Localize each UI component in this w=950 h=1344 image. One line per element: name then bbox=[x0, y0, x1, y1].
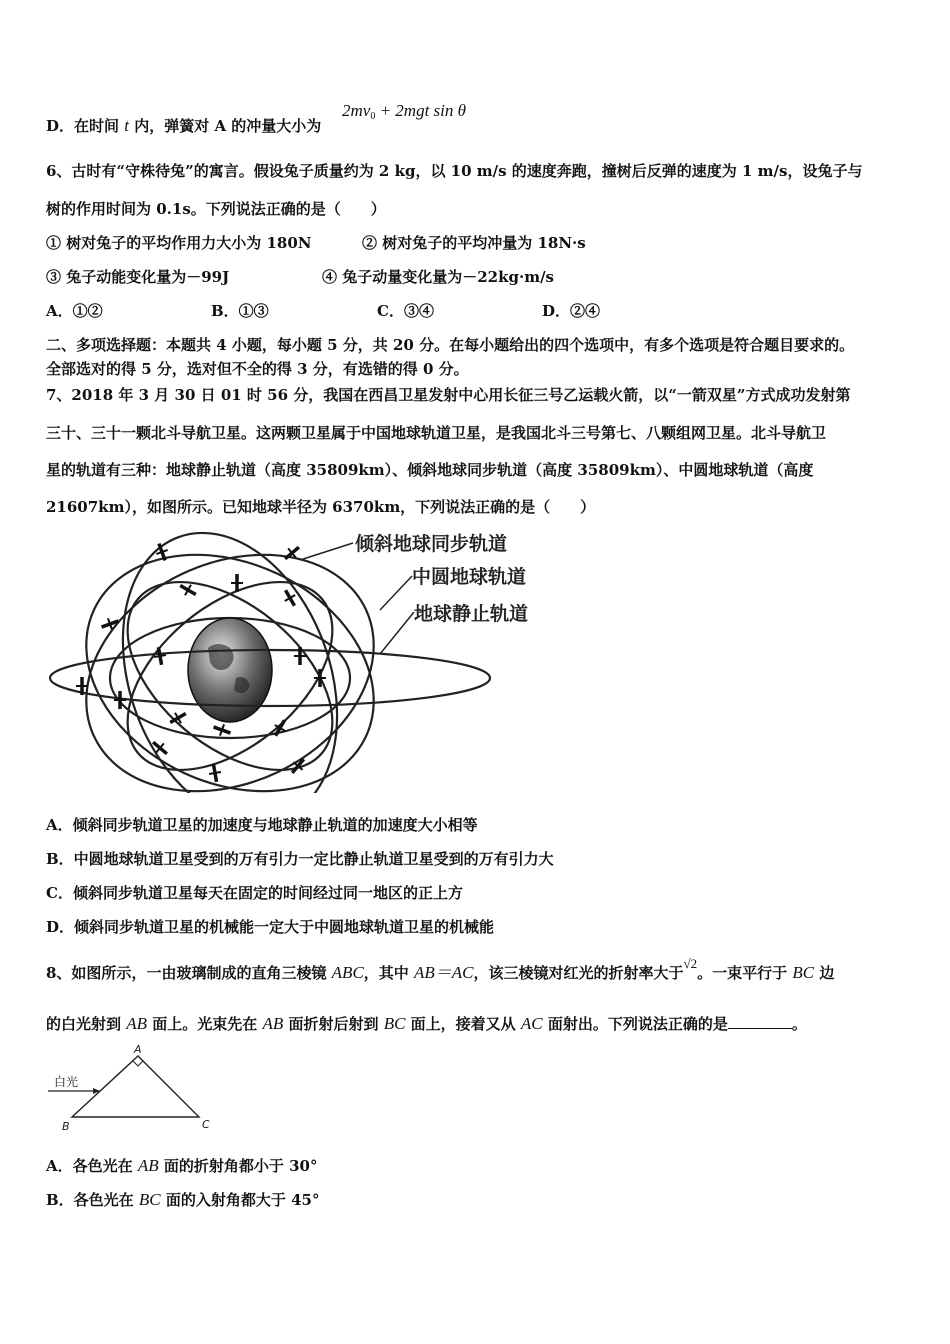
right-angle-marker bbox=[133, 1061, 143, 1066]
vertex-b: B bbox=[62, 1120, 70, 1133]
vertex-c: C bbox=[202, 1118, 210, 1131]
q7-stem-line4: 21607km），如图所示。已知地球半径为 6370km，下列说法正确的是（ ） bbox=[46, 498, 596, 516]
section2-header-line1: 二、多项选择题：本题共 4 小题，每小题 5 分，共 20 分。在每小题给出的四个选项中，有多个选项是符合题目要求的。 bbox=[46, 336, 855, 354]
label-white-light: 白光 bbox=[54, 1075, 79, 1089]
q5-option-d-label: D．在时间 bbox=[46, 117, 120, 135]
q7-option-a: A．倾斜同步轨道卫星的加速度与地球静止轨道的加速度大小相等 bbox=[46, 816, 478, 834]
q5-formula: $2mv_0 + 2mgt$ sin θ bbox=[342, 101, 466, 122]
q6-statement-3: ③ 兔子动能变化量为－99J bbox=[46, 268, 230, 286]
q6-option-d: D．②④ bbox=[542, 302, 601, 320]
answer-blank bbox=[728, 1014, 792, 1029]
q7-stem-line2: 三十、三十一颗北斗导航卫星。这两颗卫星属于中国地球轨道卫星，是我国北斗三号第七、八颗组网卫星。北斗导航卫 bbox=[46, 424, 827, 442]
q8-stem-line1: 8、如图所示，一由玻璃制成的直角三棱镜 ABC，其中 AB＝AC，该三棱镜对红光的折射率大于√2。一束平行于 BC 边 bbox=[46, 956, 835, 982]
q6-option-b: B．①③ bbox=[211, 302, 269, 320]
label-inclined-geo-orbit: 倾斜地球同步轨道 bbox=[355, 533, 508, 555]
ray-arrowhead bbox=[93, 1088, 100, 1094]
q7-option-d: D．倾斜同步轨道卫星的机械能一定大于中圆地球轨道卫星的机械能 bbox=[46, 918, 495, 936]
q6-statement-1: ① 树对兔子的平均作用力大小为 180N bbox=[46, 234, 312, 252]
label-geostationary-orbit: 地球静止轨道 bbox=[414, 603, 529, 625]
q6-stem-line1: 6、古时有“守株待兔”的寓言。假设兔子质量约为 2 kg，以 10 m/s 的速度奔跑，撞树后反弹的速度为 1 m/s，设兔子与 bbox=[46, 162, 863, 180]
q8-sqrt2: √2 bbox=[683, 956, 698, 971]
q6-option-c: C．③④ bbox=[377, 302, 434, 320]
label-meo-orbit: 中圆地球轨道 bbox=[412, 566, 527, 588]
q5-option-d bbox=[46, 116, 321, 136]
q5-option-d-text: 内，弹簧对 A 的冲量大小为 bbox=[134, 117, 322, 135]
orbit-diagram bbox=[40, 528, 560, 793]
q8-stem-line2: 的白光射到 AB 面上。光束先在 AB 面折射后射到 BC 面上，接着又从 AC 面射出。下列说法正确的是 。 bbox=[46, 1014, 807, 1033]
q8-option-b: B．各色光在 BC 面的入射角都大于 45° bbox=[46, 1190, 320, 1209]
q8-abc: ABC bbox=[331, 963, 364, 982]
q6-option-a: A．①② bbox=[46, 302, 103, 320]
q8-bc: BC bbox=[792, 963, 815, 982]
q7-stem-line3: 星的轨道有三种：地球静止轨道（高度 35809km）、倾斜地球同步轨道（高度 35809km）、中圆地球轨道（高度 bbox=[46, 461, 814, 479]
q5-var-t: t bbox=[124, 116, 129, 135]
q8-ab-eq-ac: AB＝AC bbox=[414, 963, 474, 982]
q7-option-b: B．中圆地球轨道卫星受到的万有引力一定比静止轨道卫星受到的万有引力大 bbox=[46, 850, 554, 868]
q6-statement-2: ② 树对兔子的平均冲量为 18N·s bbox=[362, 234, 586, 252]
section2-header-line2: 全部选对的得 5 分，选对但不全的得 3 分，有选错的得 0 分。 bbox=[46, 360, 469, 378]
q7-option-c: C．倾斜同步轨道卫星每天在固定的时间经过同一地区的正上方 bbox=[46, 884, 463, 902]
vertex-a: A bbox=[134, 1043, 142, 1056]
q8-option-a: A．各色光在 AB 面的折射角都小于 30° bbox=[46, 1156, 318, 1175]
prism-triangle bbox=[72, 1056, 199, 1117]
q6-stem-line2: 树的作用时间为 0.1s。下列说法正确的是（ ） bbox=[46, 200, 386, 218]
q7-stem-line1: 7、2018 年 3 月 30 日 01 时 56 分，我国在西昌卫星发射中心用长征三号乙运载火箭，以“一箭双星”方式成功发射第 bbox=[46, 386, 851, 404]
prism-diagram bbox=[44, 1042, 224, 1134]
q6-statement-4: ④ 兔子动量变化量为－22kg·m/s bbox=[322, 268, 554, 286]
